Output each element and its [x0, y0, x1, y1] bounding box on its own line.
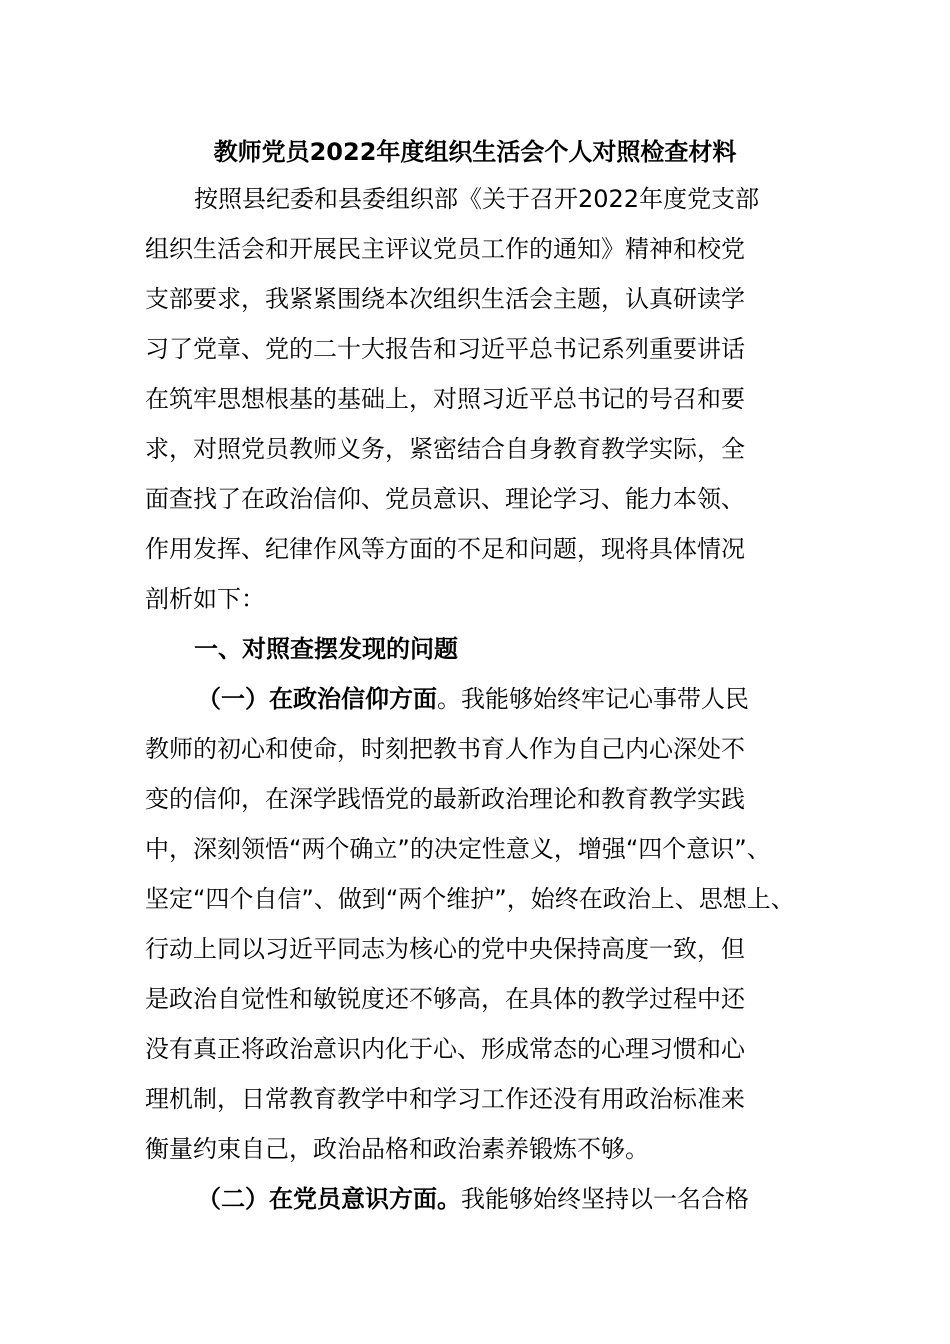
paragraph-line: 行动上同以习近平同志为核心的党中央保持高度一致，但 [145, 935, 745, 963]
paragraph-line: 作用发挥、纪律作风等方面的不足和问题，现将具体情况 [145, 535, 745, 563]
subsection-first-line [197, 1181, 749, 1217]
paragraph-line: 理机制，日常教育教学中和学习工作还没有用政治标准来 [145, 1085, 745, 1113]
paragraph-line: 组织生活会和开展民主评议党员工作的通知》精神和校党 [145, 235, 745, 263]
paragraph-line: 剖析如下： [145, 585, 265, 613]
paragraph-line: 按照县纪委和县委组织部《关于召开2022年度党支部 [194, 185, 760, 213]
paragraph-line: 习了党章、党的二十大报告和习近平总书记系列重要讲话 [145, 335, 745, 363]
paragraph-line: 面查找了在政治信仰、党员意识、理论学习、能力本领、 [145, 485, 745, 513]
section-heading: 一、对照查摆发现的问题 [194, 635, 458, 663]
paragraph-line: 坚定“四个自信”、做到“两个维护”，始终在政治上、思想上、 [145, 885, 795, 913]
subsection-first-line [197, 681, 749, 717]
paragraph-line: 求，对照党员教师义务，紧密结合自身教育教学实际，全 [145, 435, 745, 463]
paragraph-line: 中，深刻领悟“两个确立”的决定性意义，增强“四个意识”、 [145, 835, 771, 863]
paragraph-line: 衡量约束自己，政治品格和政治素养锻炼不够。 [145, 1135, 649, 1163]
paragraph-line: 支部要求，我紧紧围绕本次组织生活会主题，认真研读学 [145, 285, 745, 313]
paragraph-line: 变的信仰，在深学践悟党的最新政治理论和教育教学实践 [145, 785, 745, 813]
paragraph-line: 没有真正将政治意识内化于心、形成常态的心理习惯和心 [145, 1035, 745, 1063]
paragraph-line: 在筑牢思想根基的基础上，对照习近平总书记的号召和要 [145, 385, 745, 413]
paragraph-line: 是政治自觉性和敏锐度还不够高，在具体的教学过程中还 [145, 985, 745, 1013]
paragraph-text: 我能够始终坚持以一名合格 [461, 1185, 749, 1213]
document-title: 教师党员2022年度组织生活会个人对照检查材料 [213, 138, 737, 166]
subsection-heading: （二）在党员意识方面。 [197, 1185, 461, 1213]
paragraph-text: 。我能够始终牢记心事带人民 [437, 685, 749, 713]
subsection-heading: （一）在政治信仰方面 [197, 685, 437, 713]
paragraph-line: 教师的初心和使命，时刻把教书育人作为自己内心深处不 [145, 735, 745, 763]
